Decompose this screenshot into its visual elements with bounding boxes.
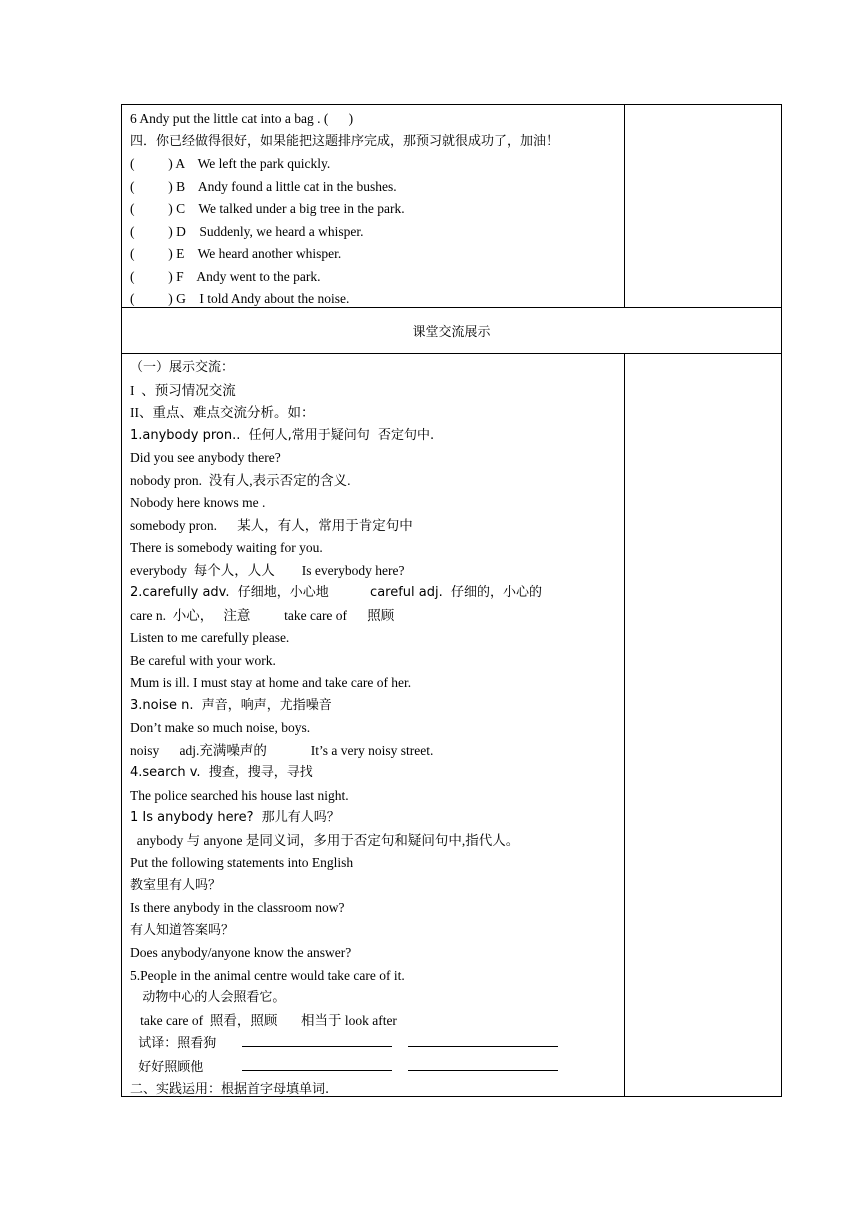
text-line: Put the following statements into English xyxy=(130,855,354,870)
prestudy-cell xyxy=(122,105,625,308)
ordering-item-e: ( ) E We heard another whisper. xyxy=(130,246,342,261)
ordering-item-a: ( ) A We left the park quickly. xyxy=(130,156,331,171)
ordering-item-f: ( ) F Andy went to the park. xyxy=(130,268,321,284)
text-line: Is there anybody in the classroom now? xyxy=(130,900,345,915)
answer-blank[interactable] xyxy=(242,1032,392,1047)
text-line: 2.carefully adv. 仔细地，小心地 careful adj. 仔细的，小心的 xyxy=(130,585,543,600)
text-line: 教室里有人吗？ xyxy=(130,877,222,893)
translation-exercise-row xyxy=(122,1056,624,1080)
text-line: II、重点、难点交流分析。如： xyxy=(130,405,315,420)
ordering-item-d: ( ) D Suddenly, we heard a whisper. xyxy=(130,223,364,239)
section-header: 课堂交流展示 xyxy=(122,308,782,354)
text-line: 5.People in the animal centre would take care of it. xyxy=(130,967,405,983)
exercise-label: 好好照顾他 xyxy=(130,1059,204,1075)
prestudy-content xyxy=(122,105,624,307)
text-line: 1.anybody pron.. 任何人,常用于疑问句 否定句中. xyxy=(130,427,435,443)
text-line: The police searched his house last night. xyxy=(130,787,349,803)
text-line: Mum is ill. I must stay at home and take care of her. xyxy=(130,675,412,690)
ordering-item-b: ( ) B Andy found a little cat in the bushes. xyxy=(130,178,397,194)
text-line: I 、预习情况交流 xyxy=(130,382,236,398)
ordering-item-g: ( ) G I told Andy about the noise. xyxy=(130,291,350,306)
text-line: anybody 与 anyone 是同义词，多用于否定句和疑问句中,指代人。 xyxy=(130,832,520,848)
exchange-content xyxy=(122,354,624,1096)
text-line: 6 Andy put the little cat into a bag . ( ) xyxy=(130,111,354,126)
exchange-cell xyxy=(122,354,625,1097)
table-row-prestudy xyxy=(122,105,782,308)
notes-cell xyxy=(625,105,782,308)
text-line: 四．你已经做得很好，如果能把这题排序完成，那预习就很成功了，加油！ xyxy=(130,133,560,149)
notes-cell xyxy=(625,354,782,1097)
text-line: Listen to me carefully please. xyxy=(130,630,290,645)
text-line: 1 Is anybody here? 那儿有人吗？ xyxy=(130,810,340,825)
answer-blank[interactable] xyxy=(242,1056,392,1071)
text-line: take care of 照看，照顾 相当于 look after xyxy=(130,1012,397,1028)
table-row-header xyxy=(122,308,782,354)
text-line: 动物中心的人会照看它。 xyxy=(130,990,286,1005)
text-line: （一）展示交流： xyxy=(130,360,235,375)
text-line: noisy adj.充满噪声的 It’s a very noisy street. xyxy=(130,742,434,758)
text-line: There is somebody waiting for you. xyxy=(130,540,323,555)
text-line: Does anybody/anyone know the answer? xyxy=(130,945,352,960)
text-line: Don’t make so much noise, boys. xyxy=(130,720,311,735)
text-line: 3.noise n. 声音，响声，尤指噪音 xyxy=(130,697,332,713)
ordering-item-c: ( ) C We talked under a big tree in the park. xyxy=(130,201,405,216)
answer-blank[interactable] xyxy=(408,1056,558,1071)
translation-exercise-row xyxy=(122,1032,624,1056)
text-line: care n. 小心， 注意 take care of 照顾 xyxy=(130,607,395,623)
text-line: 二、实践运用：根据首字母填单词. xyxy=(130,1082,330,1097)
text-line: somebody pron. 某人，有人，常用于肯定句中 xyxy=(130,517,413,533)
text-line: Nobody here knows me . xyxy=(130,495,266,510)
answer-blank[interactable] xyxy=(408,1032,558,1047)
text-line: nobody pron. 没有人,表示否定的含义. xyxy=(130,472,351,488)
text-line: 有人知道答案吗？ xyxy=(130,922,235,938)
text-line: 4.search v. 搜查，搜寻，寻找 xyxy=(130,765,313,780)
exercise-label: 试译：照看狗 xyxy=(130,1036,217,1051)
table-row-exchange xyxy=(122,354,782,1097)
text-line: Did you see anybody there? xyxy=(130,450,281,465)
worksheet-table xyxy=(121,104,782,1097)
text-line: Be careful with your work. xyxy=(130,652,276,668)
text-line: everybody 每个人，人人 Is everybody here? xyxy=(130,562,405,578)
